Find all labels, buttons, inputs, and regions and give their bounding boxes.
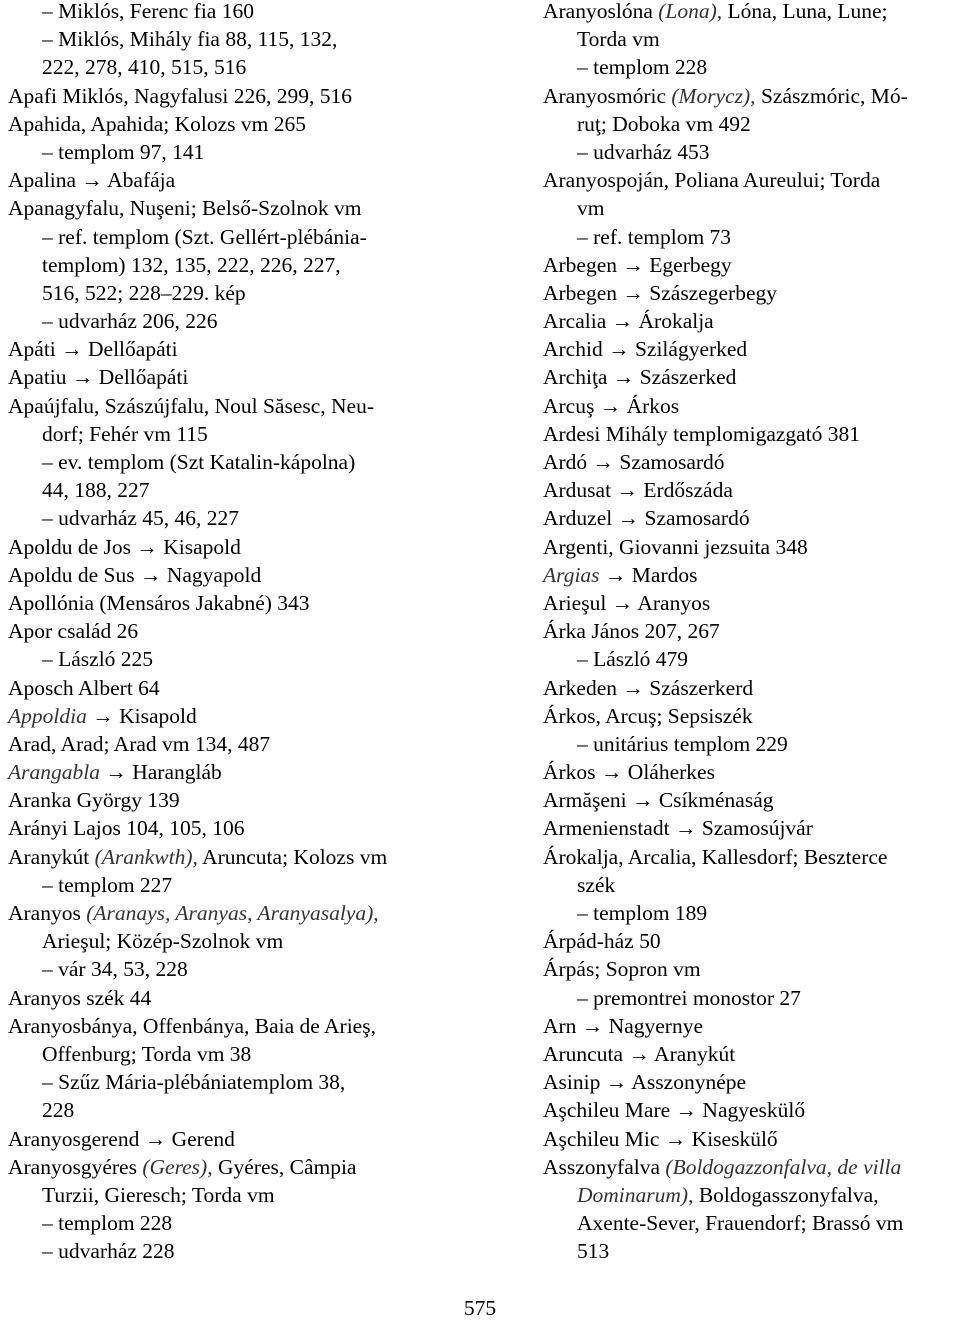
index-entry-line (543, 166, 959, 194)
index-entry-line (8, 1125, 478, 1153)
entry-text: Asinip → Asszonynépe (543, 1070, 747, 1095)
entry-text: – templom 228 (577, 55, 708, 80)
entry-text: Ardó → Szamosardó (543, 450, 725, 474)
index-entry-line (543, 1068, 959, 1096)
entry-text: Arbegen → Egerbegy (543, 252, 732, 277)
index-entry-line (543, 871, 959, 899)
index-entry-line (8, 194, 478, 222)
index-entry-line (8, 1068, 478, 1096)
entry-text: szék (577, 872, 616, 897)
index-entry-line (8, 758, 478, 786)
index-entry-line (8, 814, 478, 842)
entry-variant-italic: Appoldia (8, 703, 87, 728)
index-entry-line (543, 730, 959, 758)
entry-text: Aşchileu Mic → Kiseskülő (543, 1126, 778, 1151)
index-entry-line (543, 53, 959, 81)
entry-text: Aşchileu Mare → Nagyeskülő (543, 1098, 806, 1123)
index-entry-line (8, 1237, 478, 1265)
entry-text: Ardusat → Erdőszáda (543, 478, 733, 503)
index-entry-line (8, 561, 478, 589)
entry-text: Aranyosbánya, Offenbánya, Baia de Arieş, (8, 1013, 376, 1038)
entry-variant-italic: (Arankwth), (94, 844, 198, 869)
index-entry-line (543, 448, 959, 476)
entry-text: Arbegen → Szászegerbegy (543, 280, 778, 305)
index-entry-line (8, 533, 478, 561)
entry-text: – templom 97, 141 (42, 139, 205, 164)
index-entry-line (8, 251, 478, 279)
entry-text: Arn → Nagyernye (543, 1013, 704, 1038)
index-entry-line (8, 223, 478, 251)
index-entry-line (8, 307, 478, 335)
entry-text: Armenienstadt → Szamosújvár (543, 816, 813, 841)
entry-text: – templom 189 (577, 901, 708, 925)
index-entry-line (543, 561, 959, 589)
index-entry-line (543, 617, 959, 645)
entry-text: vm (577, 196, 605, 221)
index-entry-line (8, 504, 478, 532)
entry-text: 228 (42, 1098, 75, 1123)
index-entry-line (8, 0, 478, 25)
index-entry-line (8, 1040, 478, 1068)
index-entry-line (8, 984, 478, 1012)
entry-text: Apanagyfalu, Nuşeni; Belső-Szolnok vm (8, 196, 362, 221)
index-entry-line (543, 1096, 959, 1124)
entry-text: Árka János 207, 267 (543, 619, 720, 644)
entry-text: Apollónia (Mensáros Jakabné) 343 (8, 590, 310, 615)
entry-variant-italic: Argias (543, 562, 600, 587)
index-entry-line (543, 82, 959, 110)
entry-text: Árkos → Oláherkes (543, 760, 715, 785)
index-entry-line (543, 138, 959, 166)
index-entry-line (8, 1181, 478, 1209)
index-entry-line (543, 1237, 959, 1265)
entry-text: Offenburg; Torda vm 38 (42, 1041, 252, 1066)
entry-text: Aranyosgyéres (8, 1154, 143, 1179)
entry-text: Boldogasszonyfalva, (693, 1182, 879, 1207)
entry-text: Árpás; Sopron vm (543, 957, 701, 982)
index-entry-line (543, 363, 959, 391)
index-entry-line (8, 138, 478, 166)
index-entry-line (543, 984, 959, 1012)
entry-text: Archid → Szilágyerked (543, 337, 748, 362)
entry-text: Apahida, Apahida; Kolozs vm 265 (8, 111, 306, 136)
index-entry-line (8, 25, 478, 53)
entry-text: 513 (577, 1239, 610, 1264)
index-entry-line (8, 645, 478, 673)
index-entry-line (8, 392, 478, 420)
index-entry-line (543, 1012, 959, 1040)
entry-text: Apatiu → Dellőapáti (8, 365, 189, 390)
entry-text: Armăşeni → Csíkménaság (543, 788, 774, 813)
index-entry-line (8, 279, 478, 307)
index-entry-line (543, 25, 959, 53)
entry-variant-italic: (Geres), (142, 1154, 213, 1179)
index-entry-line (543, 814, 959, 842)
entry-text: – premontrei monostor 27 (577, 985, 801, 1010)
index-entry-line (543, 758, 959, 786)
entry-text: Aranyos szék 44 (8, 985, 152, 1010)
entry-text: Apaújfalu, Szászújfalu, Noul Săsesc, Neu- (8, 393, 374, 418)
entry-text: Árpád-ház 50 (543, 929, 661, 954)
entry-text: Arduzel → Szamosardó (543, 506, 750, 531)
index-entry-line (8, 476, 478, 504)
entry-text: Aruncuta; Kolozs vm (197, 844, 388, 869)
entry-text: Arkeden → Szászerkerd (543, 675, 754, 700)
entry-text: Aranyospoján, Poliana Aureului; Torda (543, 168, 881, 193)
index-entry-line (8, 82, 478, 110)
entry-text: – unitárius templom 229 (577, 731, 788, 756)
entry-text: – ref. templom (Szt. Gellért-plébánia- (42, 224, 367, 249)
entry-variant-italic: (Boldogazzonfalva, de villa (665, 1154, 902, 1179)
entry-text: → Mardos (599, 562, 698, 587)
index-entry-line (8, 871, 478, 899)
entry-text: – Miklós, Ferenc fia 160 (42, 0, 254, 23)
index-entry-line (8, 110, 478, 138)
entry-text: – László 225 (42, 647, 154, 672)
entry-text: – udvarház 453 (577, 139, 710, 164)
index-entry-line (543, 589, 959, 617)
entry-text: → Harangláb (99, 760, 222, 785)
entry-text: Axente-Sever, Frauendorf; Brassó vm (577, 1211, 904, 1236)
index-entry-line (8, 1153, 478, 1181)
index-entry-line (543, 786, 959, 814)
entry-text: Arieşul → Aranyos (543, 590, 711, 615)
entry-variant-italic: (Aranays, Aranyas, Aranyasalya), (86, 901, 379, 925)
index-entry-line (8, 1096, 478, 1124)
entry-text: Arcuş → Árkos (543, 393, 680, 418)
index-entry-line (8, 927, 478, 955)
index-entry-line (543, 1209, 959, 1237)
index-entry-line (543, 194, 959, 222)
entry-text: Apáti → Dellőapáti (8, 337, 178, 362)
index-entry-line (543, 110, 959, 138)
entry-text: Apoldu de Jos → Kisapold (8, 534, 241, 559)
index-entry-line (8, 702, 478, 730)
entry-text: Archiţa → Szászerked (543, 365, 737, 390)
index-entry-line (543, 533, 959, 561)
index-entry-line (8, 786, 478, 814)
index-entry-line (8, 730, 478, 758)
entry-text: Aruncuta → Aranykút (543, 1041, 736, 1066)
entry-text: Lóna, Luna, Lune; (722, 0, 888, 23)
index-entry-line (543, 899, 959, 927)
index-entry-line (8, 589, 478, 617)
entry-text: Arcalia → Árokalja (543, 309, 714, 334)
entry-text: Ardesi Mihály templomigazgató 381 (543, 421, 861, 446)
entry-text: – udvarház 45, 46, 227 (42, 506, 240, 531)
index-entry-line (543, 702, 959, 730)
entry-text: 222, 278, 410, 515, 516 (42, 55, 247, 80)
index-entry-line (543, 307, 959, 335)
entry-text: Aposch Albert 64 (8, 675, 160, 700)
index-entry-line (8, 617, 478, 645)
entry-text: Apoldu de Sus → Nagyapold (8, 562, 262, 587)
entry-text: Arad, Arad; Arad vm 134, 487 (8, 731, 271, 756)
entry-text: – ev. templom (Szt Katalin-kápolna) (42, 450, 356, 474)
entry-text: – templom 227 (42, 872, 173, 897)
entry-text: 44, 188, 227 (42, 478, 150, 503)
entry-variant-italic: (Morycz), (671, 83, 756, 108)
index-entry-line (8, 843, 478, 871)
index-entry-line (543, 843, 959, 871)
entry-text: Apalina → Abafája (8, 168, 176, 193)
index-entry-line (8, 53, 478, 81)
entry-text: Aranyoslóna (543, 0, 659, 23)
index-entry-line (8, 363, 478, 391)
index-entry-line (543, 392, 959, 420)
entry-text: ruţ; Doboka vm 492 (577, 111, 751, 136)
entry-variant-italic: (Lona), (658, 0, 723, 23)
entry-text: Argenti, Giovanni jezsuita 348 (543, 534, 808, 559)
entry-text: Aranyosgerend → Gerend (8, 1126, 235, 1151)
entry-text: – Szűz Mária-plébániatemplom 38, (42, 1070, 346, 1095)
index-entry-line (8, 420, 478, 448)
index-entry-line (543, 476, 959, 504)
index-entry-line (543, 420, 959, 448)
entry-text: Arányi Lajos 104, 105, 106 (8, 816, 245, 841)
index-entry-line (543, 504, 959, 532)
entry-text: 516, 522; 228–229. kép (42, 280, 246, 305)
index-entry-line (543, 335, 959, 363)
entry-variant-italic: Arangabla (8, 760, 100, 785)
entry-text: – László 479 (577, 647, 689, 672)
index-entry-line (543, 1125, 959, 1153)
index-entry-line (8, 674, 478, 702)
index-entry-line (543, 279, 959, 307)
entry-text: Apor család 26 (8, 619, 139, 644)
entry-text: Aranyos (8, 901, 87, 925)
index-entry-line (8, 1012, 478, 1040)
index-entry-line (543, 251, 959, 279)
entry-text: Árkos, Arcuş; Sepsiszék (543, 703, 753, 728)
index-entry-line (543, 1181, 959, 1209)
entry-text: Asszonyfalva (543, 1154, 666, 1179)
index-entry-line (543, 1040, 959, 1068)
index-entry-line (543, 223, 959, 251)
index-entry-line (543, 0, 959, 25)
entry-text: Apafi Miklós, Nagyfalusi 226, 299, 516 (8, 83, 352, 108)
index-entry-line (543, 645, 959, 673)
page-number: 575 (463, 1296, 497, 1320)
entry-text: – udvarház 228 (42, 1239, 175, 1264)
index-column-left (8, 0, 478, 1265)
entry-text: – ref. templom 73 (577, 224, 732, 249)
index-entry-line (8, 1209, 478, 1237)
index-entry-line (8, 166, 478, 194)
entry-text: Aranyosmóric (543, 83, 672, 108)
index-entry-line (543, 674, 959, 702)
entry-text: Aranka György 139 (8, 788, 180, 813)
entry-text: templom) 132, 135, 222, 226, 227, (42, 252, 341, 277)
entry-text: Aranykút (8, 844, 95, 869)
index-column-right (543, 0, 959, 1265)
index-entry-line (8, 448, 478, 476)
entry-text: – templom 228 (42, 1211, 173, 1236)
entry-text: dorf; Fehér vm 115 (42, 421, 208, 446)
entry-text: Arieşul; Közép-Szolnok vm (42, 929, 284, 954)
entry-text: Árokalja, Arcalia, Kallesdorf; Beszterce (543, 844, 888, 869)
index-entry-line (8, 899, 478, 927)
entry-variant-italic: Dominarum), (577, 1182, 694, 1207)
index-entry-line (543, 927, 959, 955)
index-entry-line (543, 955, 959, 983)
index-entry-line (8, 955, 478, 983)
entry-text: Szászmóric, Mó- (755, 83, 908, 108)
entry-text: → Kisapold (86, 703, 197, 728)
entry-text: – Miklós, Mihály fia 88, 115, 132, (42, 27, 338, 52)
entry-text: Turzii, Gieresch; Torda vm (42, 1182, 275, 1207)
entry-text: Gyéres, Câmpia (212, 1154, 357, 1179)
entry-text: – vár 34, 53, 228 (42, 957, 188, 982)
index-entry-line (8, 335, 478, 363)
entry-text: Torda vm (577, 27, 660, 52)
entry-text: – udvarház 206, 226 (42, 309, 218, 334)
index-entry-line (543, 1153, 959, 1181)
